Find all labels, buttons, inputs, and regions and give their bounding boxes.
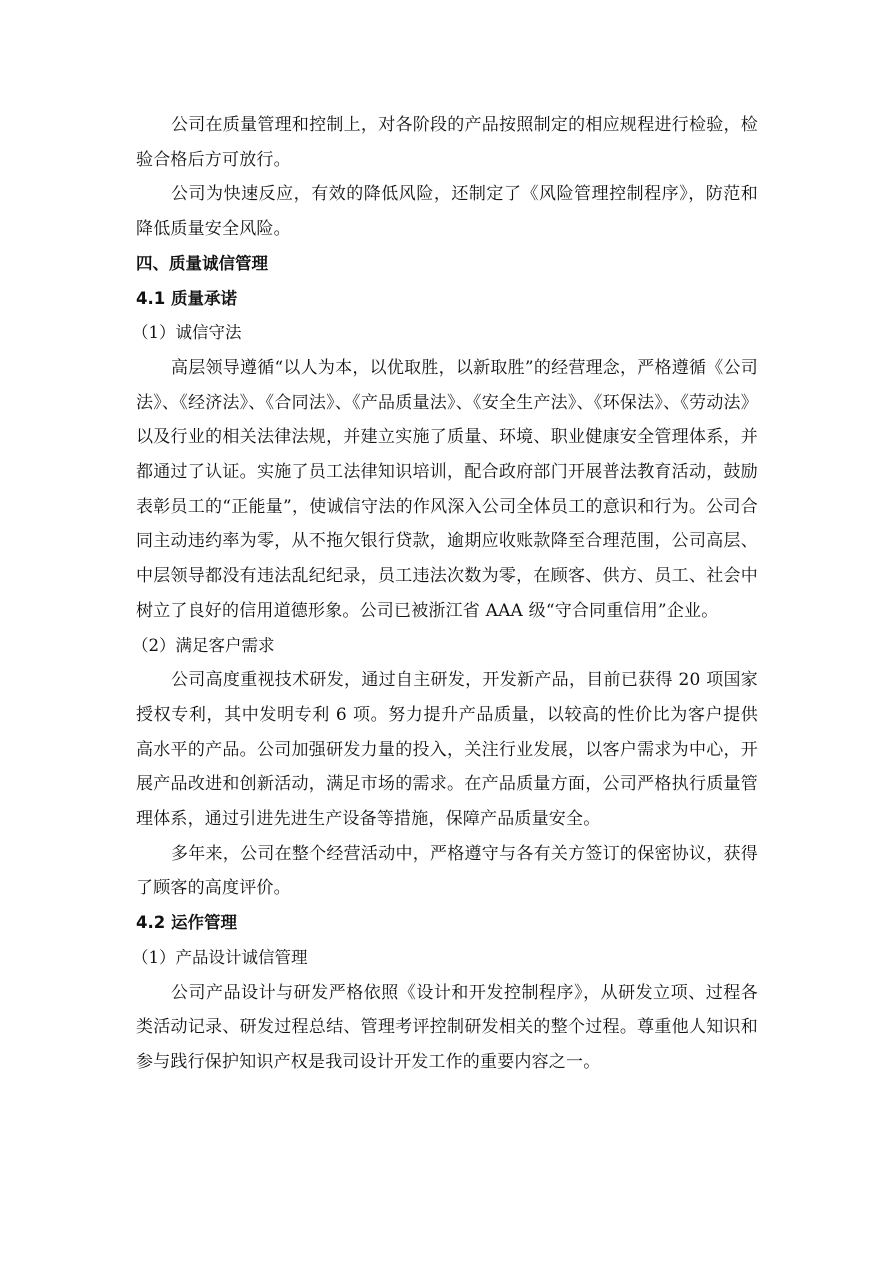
subsection-heading-operation-management: 4.2 运作管理	[136, 913, 237, 933]
paragraph-inspection: 公司在质量管理和控制上，对各阶段的产品按照制定的相应规程进行检验，检验合格后方可放行。	[136, 115, 758, 170]
document-body	[132, 108, 758, 1080]
item-heading-law-abiding: （1）诚信守法	[132, 323, 242, 343]
paragraph-design-integrity: 公司产品设计与研发严格依照《设计和开发控制程序》，从研发立项、过程各类活动记录、研发过程总结、管理考评控制研发相关的整个过程。尊重他人知识和参与践行保护知识产权是我司设计开发工作的重要内容之一。	[136, 982, 758, 1072]
paragraph-risk-control: 公司为快速反应，有效的降低风险，还制定了《风险管理控制程序》，防范和降低质量安全风险。	[136, 184, 758, 240]
subsection-heading-quality-commitment: 4.1 质量承诺	[136, 288, 237, 308]
paragraph-customer-needs: 公司高度重视技术研发，通过自主研发，开发新产品，目前已获得 20 项国家授权专利，其中发明专利 6 项。努力提升产品质量，以较高的性价比为客户提供高水平的产品。公司加强研发力量的投入，关注行业发展，以客户需求为中心，开展产品改进和创新活动，满足市场的需求。在产品质量方面，公司严格执行质量管理体系，通过引进先进生产设备等措施，保障产品质量安全。	[136, 670, 758, 830]
section-heading-quality-integrity: 四、质量诚信管理	[136, 253, 268, 273]
paragraph-law-abiding: 高层领导遵循“以人为本，以优取胜，以新取胜”的经营理念，严格遵循《公司法》、《经济法》、《合同法》、《产品质量法》、《安全生产法》、《环保法》、《劳动法》以及行业的相关法律法规，并建立实施了质量、环境、职业健康安全管理体系，并都通过了认证。实施了员工法律知识培训，配合政府部门开展普法教育活动，鼓励表彰员工的“正能量”，使诚信守法的作风深入公司全体员工的意识和行为。公司合同主动违约率为零，从不拖欠银行贷款，逾期应收账款降至合理范围，公司高层、中层领导都没有违法乱纪纪录，员工违法次数为零，在顾客、供方、员工、社会中树立了良好的信用道德形象。公司已被浙江省 AAA 级“守合同重信用”企业。	[136, 357, 758, 621]
paragraph-confidentiality: 多年来，公司在整个经营活动中，严格遵守与各有关方签订的保密协议，获得了顾客的高度评价。	[136, 843, 758, 899]
item-heading-design-integrity: （1）产品设计诚信管理	[132, 947, 308, 967]
item-heading-customer-needs: （2）满足客户需求	[132, 635, 275, 655]
